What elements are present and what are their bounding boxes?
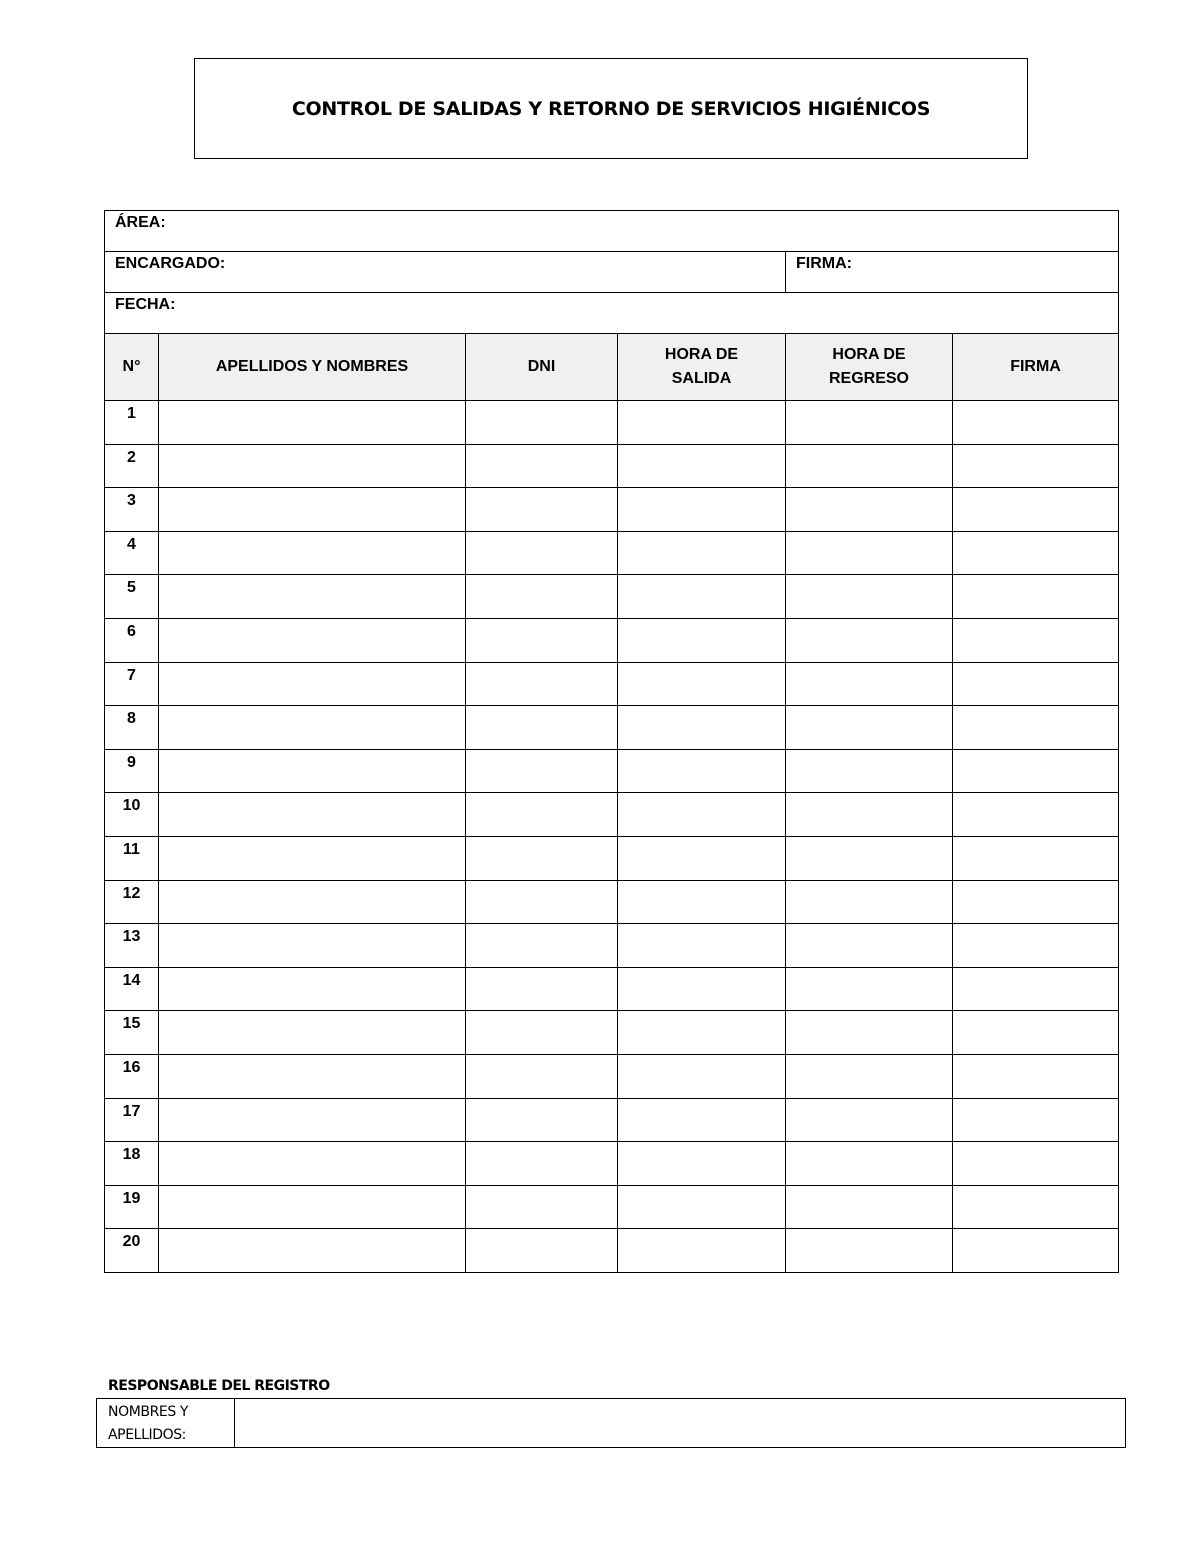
dni-cell[interactable]: [466, 444, 618, 488]
hora-regreso-cell[interactable]: [786, 706, 953, 750]
firma-cell[interactable]: [953, 749, 1119, 793]
firma-cell[interactable]: [953, 1098, 1119, 1142]
hora-regreso-cell[interactable]: [786, 1229, 953, 1273]
hora-salida-cell[interactable]: [618, 1142, 786, 1186]
dni-cell[interactable]: [466, 793, 618, 837]
hora-salida-cell[interactable]: [618, 618, 786, 662]
row-number: 16: [105, 1054, 159, 1098]
firma-cell[interactable]: [953, 444, 1119, 488]
table-row: [105, 793, 1119, 837]
table-row: [105, 531, 1119, 575]
row-number: 13: [105, 924, 159, 968]
nombres-cell[interactable]: [159, 1098, 466, 1142]
hora-regreso-cell[interactable]: [786, 662, 953, 706]
nombres-cell[interactable]: [159, 793, 466, 837]
dni-cell[interactable]: [466, 749, 618, 793]
control-table: [104, 210, 1119, 1273]
firma-cell[interactable]: [953, 924, 1119, 968]
row-number: 8: [105, 706, 159, 750]
firma-cell[interactable]: [953, 488, 1119, 532]
row-number: 17: [105, 1098, 159, 1142]
table-row: [105, 662, 1119, 706]
nombres-cell[interactable]: [159, 444, 466, 488]
firma-cell[interactable]: [953, 1185, 1119, 1229]
header-dni: DNI: [466, 334, 618, 401]
hora-salida-cell[interactable]: [618, 1011, 786, 1055]
row-number: 14: [105, 967, 159, 1011]
hora-salida-cell[interactable]: [618, 706, 786, 750]
hora-salida-cell[interactable]: [618, 1229, 786, 1273]
dni-cell[interactable]: [466, 1011, 618, 1055]
row-number: 15: [105, 1011, 159, 1055]
responsable-label: NOMBRES Y APELLIDOS:: [97, 1399, 235, 1448]
table-row: [105, 706, 1119, 750]
dni-cell[interactable]: [466, 662, 618, 706]
hora-regreso-cell[interactable]: [786, 924, 953, 968]
row-number: 19: [105, 1185, 159, 1229]
dni-cell[interactable]: [466, 575, 618, 619]
dni-cell[interactable]: [466, 488, 618, 532]
encargado-field[interactable]: [105, 252, 786, 293]
row-number: 18: [105, 1142, 159, 1186]
table-row: [105, 1054, 1119, 1098]
nombres-cell[interactable]: [159, 488, 466, 532]
nombres-cell[interactable]: [159, 575, 466, 619]
nombres-cell[interactable]: [159, 1054, 466, 1098]
table-row: [105, 967, 1119, 1011]
hora-regreso-cell[interactable]: [786, 531, 953, 575]
nombres-cell[interactable]: [159, 749, 466, 793]
nombres-cell[interactable]: [159, 1142, 466, 1186]
table-row: [105, 575, 1119, 619]
responsable-name-field[interactable]: [235, 1399, 1126, 1448]
firma-cell[interactable]: [953, 836, 1119, 880]
table-row: [105, 1098, 1119, 1142]
hora-regreso-cell[interactable]: [786, 880, 953, 924]
row-number: 2: [105, 444, 159, 488]
row-number: 1: [105, 401, 159, 445]
firma-cell[interactable]: [953, 793, 1119, 837]
row-number: 9: [105, 749, 159, 793]
fecha-row: [105, 293, 1119, 334]
table-row: [105, 836, 1119, 880]
firma-cell[interactable]: [953, 531, 1119, 575]
table-row: [105, 444, 1119, 488]
nombres-cell[interactable]: [159, 531, 466, 575]
firma-cell[interactable]: [953, 401, 1119, 445]
hora-salida-cell[interactable]: [618, 1098, 786, 1142]
hora-salida-cell[interactable]: [618, 531, 786, 575]
firma-cell[interactable]: [953, 1011, 1119, 1055]
firma-cell[interactable]: [953, 618, 1119, 662]
hora-salida-cell[interactable]: [618, 967, 786, 1011]
dni-cell[interactable]: [466, 924, 618, 968]
nombres-cell[interactable]: [159, 662, 466, 706]
table-row: [105, 618, 1119, 662]
area-field[interactable]: [105, 211, 1119, 252]
dni-cell[interactable]: [466, 531, 618, 575]
dni-cell[interactable]: [466, 618, 618, 662]
firma-cell[interactable]: [953, 575, 1119, 619]
nombres-cell[interactable]: [159, 1185, 466, 1229]
nombres-cell[interactable]: [159, 401, 466, 445]
firma-cell[interactable]: [953, 967, 1119, 1011]
firma-cell[interactable]: [953, 706, 1119, 750]
nombres-cell[interactable]: [159, 1229, 466, 1273]
header-nombres: APELLIDOS Y NOMBRES: [159, 334, 466, 401]
table-row: [105, 749, 1119, 793]
hora-regreso-cell[interactable]: [786, 575, 953, 619]
dni-cell[interactable]: [466, 1098, 618, 1142]
hora-regreso-cell[interactable]: [786, 1011, 953, 1055]
header-firma: FIRMA: [953, 334, 1119, 401]
row-number: 5: [105, 575, 159, 619]
dni-cell[interactable]: [466, 1054, 618, 1098]
hora-regreso-cell[interactable]: [786, 1185, 953, 1229]
area-row: [105, 211, 1119, 252]
nombres-cell[interactable]: [159, 1011, 466, 1055]
hora-regreso-cell[interactable]: [786, 401, 953, 445]
dni-cell[interactable]: [466, 836, 618, 880]
firma-cell[interactable]: [953, 1229, 1119, 1273]
hora-salida-cell[interactable]: [618, 662, 786, 706]
hora-regreso-cell[interactable]: [786, 793, 953, 837]
nombres-cell[interactable]: [159, 836, 466, 880]
hora-regreso-cell[interactable]: [786, 1142, 953, 1186]
table-row: [105, 1011, 1119, 1055]
row-number: 4: [105, 531, 159, 575]
header-hora-regreso: HORA DE REGRESO: [786, 334, 953, 401]
responsable-table: [96, 1398, 1126, 1448]
hora-salida-cell[interactable]: [618, 575, 786, 619]
dni-cell[interactable]: [466, 401, 618, 445]
hora-salida-cell[interactable]: [618, 488, 786, 532]
table-row: [105, 880, 1119, 924]
row-number: 10: [105, 793, 159, 837]
hora-salida-cell[interactable]: [618, 401, 786, 445]
table-header-row: [105, 334, 1119, 401]
header-hora-salida: HORA DE SALIDA: [618, 334, 786, 401]
hora-regreso-cell[interactable]: [786, 618, 953, 662]
table-row: [105, 1142, 1119, 1186]
hora-salida-cell[interactable]: [618, 793, 786, 837]
nombres-cell[interactable]: [159, 924, 466, 968]
responsable-heading: RESPONSABLE DEL REGISTRO: [108, 1378, 330, 1394]
nombres-cell[interactable]: [159, 880, 466, 924]
header-num: N°: [105, 334, 159, 401]
table-row: [105, 924, 1119, 968]
row-number: 20: [105, 1229, 159, 1273]
page-title: CONTROL DE SALIDAS Y RETORNO DE SERVICIOS HIGIÉNICOS: [291, 97, 931, 120]
hora-regreso-cell[interactable]: [786, 1098, 953, 1142]
encargado-row: [105, 252, 1119, 293]
hora-regreso-cell[interactable]: [786, 967, 953, 1011]
hora-regreso-cell[interactable]: [786, 488, 953, 532]
hora-salida-cell[interactable]: [618, 1054, 786, 1098]
row-number: 3: [105, 488, 159, 532]
firma-field[interactable]: [786, 252, 1119, 293]
row-number: 11: [105, 836, 159, 880]
fecha-field[interactable]: [105, 293, 1119, 334]
hora-regreso-cell[interactable]: [786, 749, 953, 793]
firma-cell[interactable]: [953, 1054, 1119, 1098]
dni-cell[interactable]: [466, 880, 618, 924]
firma-label: FIRMA:: [796, 255, 852, 272]
firma-cell[interactable]: [953, 1142, 1119, 1186]
row-number: 12: [105, 880, 159, 924]
table-row: [105, 488, 1119, 532]
dni-cell[interactable]: [466, 1142, 618, 1186]
hora-salida-cell[interactable]: [618, 1185, 786, 1229]
table-row: [105, 1229, 1119, 1273]
nombres-cell[interactable]: [159, 967, 466, 1011]
encargado-label: ENCARGADO:: [115, 255, 226, 272]
hora-salida-cell[interactable]: [618, 880, 786, 924]
firma-cell[interactable]: [953, 662, 1119, 706]
hora-salida-cell[interactable]: [618, 749, 786, 793]
hora-salida-cell[interactable]: [618, 444, 786, 488]
table-row: [105, 1185, 1119, 1229]
title-box: [194, 58, 1028, 159]
hora-regreso-cell[interactable]: [786, 836, 953, 880]
nombres-cell[interactable]: [159, 706, 466, 750]
dni-cell[interactable]: [466, 706, 618, 750]
dni-cell[interactable]: [466, 1229, 618, 1273]
row-number: 7: [105, 662, 159, 706]
hora-salida-cell[interactable]: [618, 924, 786, 968]
dni-cell[interactable]: [466, 967, 618, 1011]
dni-cell[interactable]: [466, 1185, 618, 1229]
hora-regreso-cell[interactable]: [786, 1054, 953, 1098]
hora-regreso-cell[interactable]: [786, 444, 953, 488]
hora-salida-cell[interactable]: [618, 836, 786, 880]
area-label: ÁREA:: [115, 214, 166, 231]
firma-cell[interactable]: [953, 880, 1119, 924]
nombres-cell[interactable]: [159, 618, 466, 662]
row-number: 6: [105, 618, 159, 662]
table-row: [105, 401, 1119, 445]
fecha-label: FECHA:: [115, 296, 176, 313]
